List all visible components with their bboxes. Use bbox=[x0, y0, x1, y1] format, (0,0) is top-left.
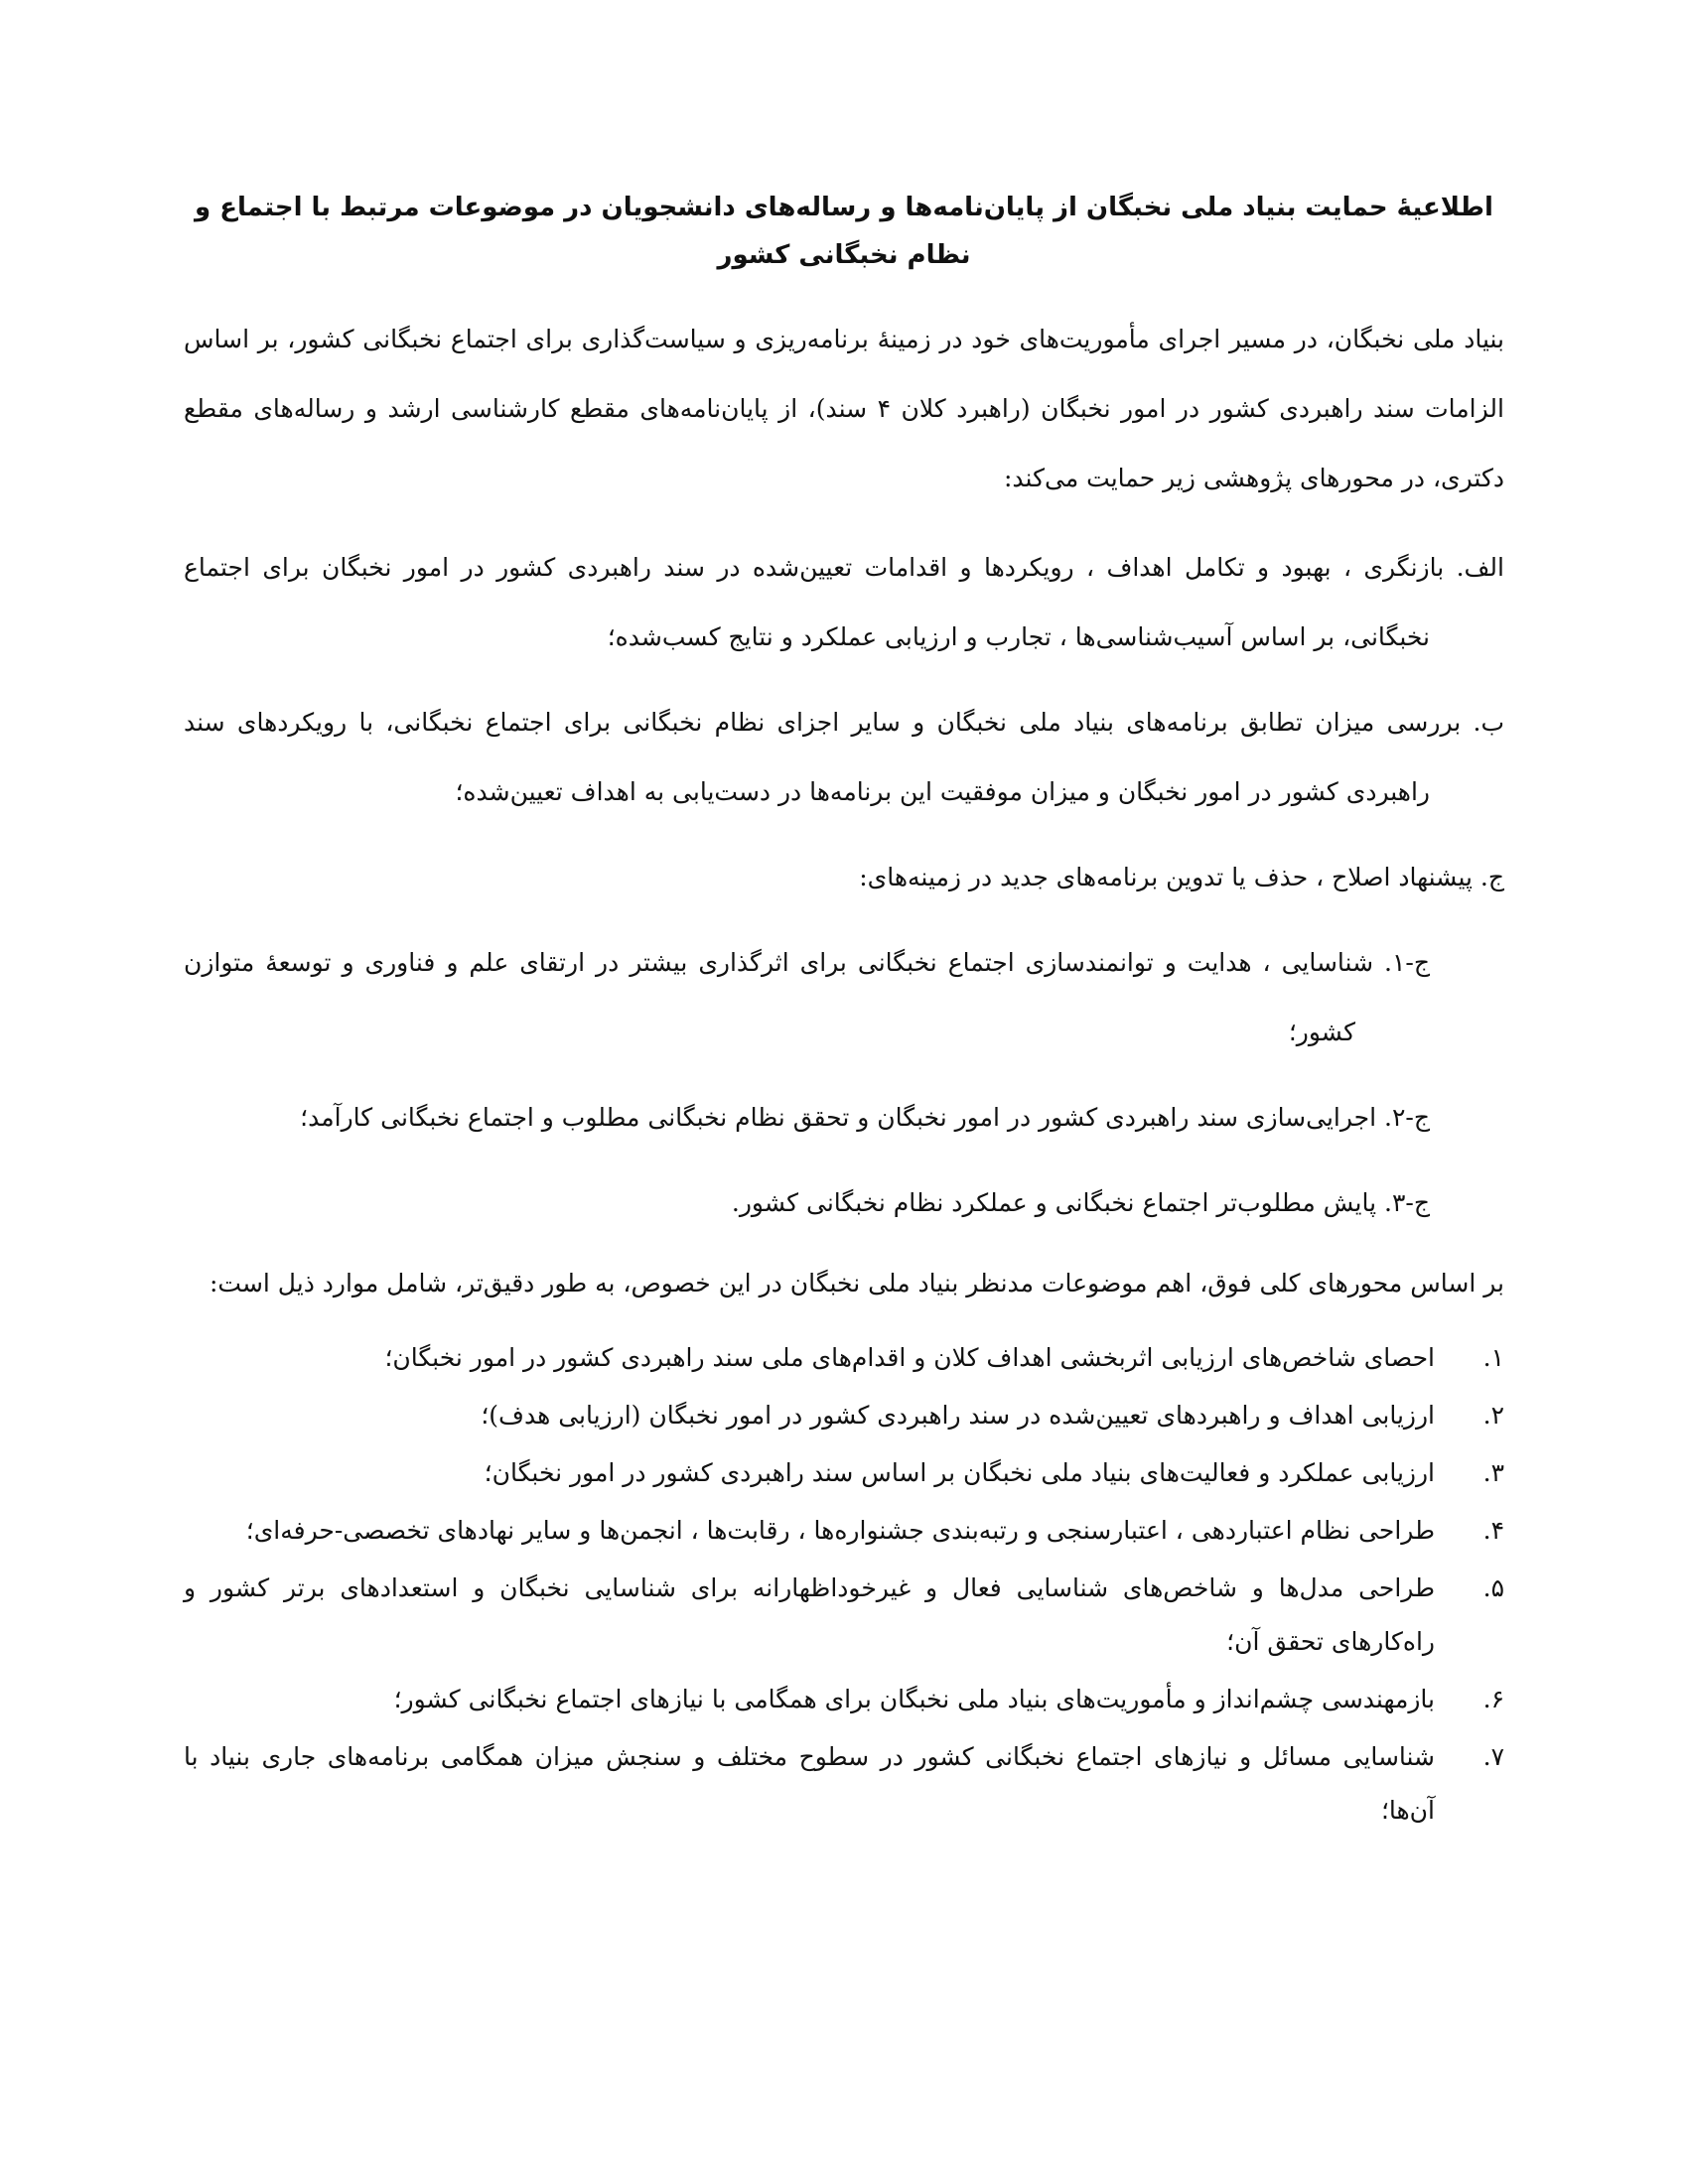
topic-text: بازمهندسی چشم‌انداز و مأموریت‌های بنیاد ملی نخبگان برای همگامی با نیازهای اجتماع نخبگانی کشور؛ bbox=[393, 1685, 1435, 1713]
research-axis-be: ب. بررسی میزان تطابق برنامه‌های بنیاد ملی نخبگان و سایر اجزای نظام نخبگانی برای اجتماع نخبگانی، با رویکردهای سند راهبردی کشور در امور نخبگان و میزان موفقیت این برنامه‌ها در دست‌یابی به اهداف تعیین‌شده؛ bbox=[184, 708, 1504, 806]
topic-item-7 bbox=[184, 1730, 1504, 1838]
topic-item-3 bbox=[184, 1446, 1504, 1500]
intro-paragraph: بنیاد ملی نخبگان، در مسیر اجرای مأموریت‌های خود در زمینهٔ برنامه‌ریزی و سیاست‌گذاری برای اجتماع نخبگانی کشور، بر اساس الزامات سند راهبردی کشور در امور نخبگان (راهبرد کلان ۴ سند)، از پایان‌نامه‌های مقطع کارشناسی ارشد و رساله‌های مقطع دکتری، در محورهای پژوهشی زیر حمایت می‌کند: bbox=[184, 325, 1504, 492]
topic-item-4 bbox=[184, 1504, 1504, 1558]
topic-text: ارزیابی عملکرد و فعالیت‌های بنیاد ملی نخبگان بر اساس سند راهبردی کشور در امور نخبگان؛ bbox=[484, 1458, 1435, 1487]
topic-item-1 bbox=[184, 1331, 1504, 1385]
topic-item-2 bbox=[184, 1389, 1504, 1442]
research-axis-jim-2: ج-۲. اجرایی‌سازی سند راهبردی کشور در امور نخبگان و تحقق نظام نخبگانی مطلوب و اجتماع نخبگانی کارآمد؛ bbox=[300, 1103, 1430, 1132]
research-axis-alef: الف. بازنگری ، بهبود و تکامل اهداف ، رویکردها و اقدامات تعیین‌شده در سند راهبردی کشور در امور نخبگان برای اجتماع نخبگانی، بر اساس آسیب‌شناسی‌ها ، تجارب و ارزیابی عملکرد و نتایج کسب‌شده؛ bbox=[184, 553, 1504, 651]
topic-number: ۶. bbox=[1482, 1685, 1504, 1713]
topic-text: طراحی مدل‌ها و شاخص‌های شناسایی فعال و غیرخوداظهارانه برای شناسایی نخبگان و استعدادهای برتر کشور و راه‌کارهای تحقق آن؛ bbox=[184, 1573, 1435, 1656]
topic-text: شناسایی مسائل و نیازهای اجتماع نخبگانی کشور در سطوح مختلف و سنجش میزان همگامی برنامه‌های جاری بنیاد با آن‌ها؛ bbox=[184, 1742, 1435, 1825]
topic-text: طراحی نظام اعتباردهی ، اعتبارسنجی و رتبه‌بندی جشنواره‌ها ، رقابت‌ها ، انجمن‌ها و سایر نهادهای تخصصی-حرفه‌ای؛ bbox=[245, 1516, 1435, 1545]
research-axis-jim-1: ج-۱. شناسایی ، هدایت و توانمندسازی اجتماع نخبگانی برای اثرگذاری بیشتر در ارتقای علم و فناوری و توسعهٔ متوازن کشور؛ bbox=[184, 948, 1430, 1046]
document-title: اطلاعیهٔ حمایت بنیاد ملی نخبگان از پایان‌نامه‌ها و رساله‌های دانشجویان در موضوعات مرتبط با اجتماع و نظام نخبگانی کشور bbox=[195, 193, 1493, 270]
topic-number: ۷. bbox=[1482, 1742, 1504, 1771]
topic-number: ۳. bbox=[1482, 1458, 1504, 1487]
topics-list bbox=[184, 1331, 1504, 1838]
topic-text: ارزیابی اهداف و راهبردهای تعیین‌شده در سند راهبردی کشور در امور نخبگان (ارزیابی هدف)؛ bbox=[481, 1401, 1435, 1430]
topic-number: ۲. bbox=[1482, 1401, 1504, 1430]
topic-number: ۴. bbox=[1482, 1516, 1504, 1545]
topic-item-5 bbox=[184, 1562, 1504, 1669]
research-axis-jim-3: ج-۳. پایش مطلوب‌تر اجتماع نخبگانی و عملکرد نظام نخبگانی کشور. bbox=[731, 1188, 1430, 1217]
topic-text: احصای شاخص‌های ارزیابی اثربخشی اهداف کلان و اقدام‌های ملی سند راهبردی کشور در امور نخبگان؛ bbox=[384, 1343, 1435, 1372]
topic-number: ۵. bbox=[1482, 1573, 1504, 1602]
topic-number: ۱. bbox=[1482, 1343, 1504, 1372]
research-axis-jim: ج. پیشنهاد اصلاح ، حذف یا تدوین برنامه‌های جدید در زمینه‌های: bbox=[859, 863, 1504, 891]
topics-lead-paragraph: بر اساس محورهای کلی فوق، اهم موضوعات مدنظر بنیاد ملی نخبگان در این خصوص، به طور دقیق‌تر، شامل موارد ذیل است: bbox=[210, 1269, 1504, 1297]
topic-item-6 bbox=[184, 1673, 1504, 1726]
